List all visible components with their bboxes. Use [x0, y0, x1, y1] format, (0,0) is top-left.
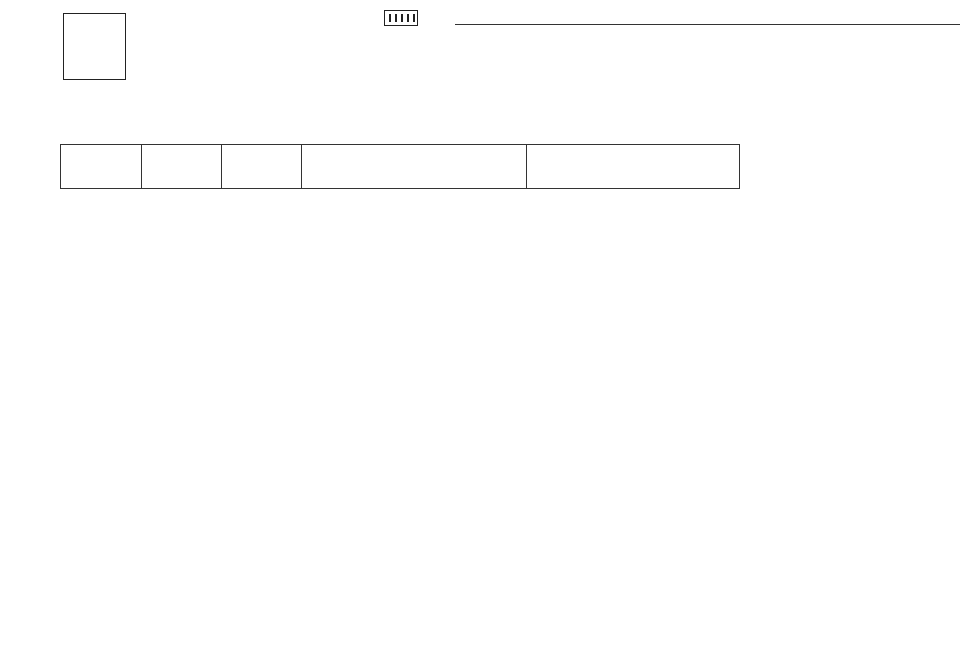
odds-cell: [61, 145, 141, 188]
race-number: [2, 13, 64, 63]
split-cell: [526, 145, 741, 188]
track-logo-icon: [384, 10, 418, 26]
result-table: [60, 144, 740, 189]
game-badge: [63, 13, 126, 80]
callout-box: [0, 140, 56, 192]
top-horse-block: [455, 10, 960, 95]
third-cell: [301, 145, 526, 188]
plats-cell: [141, 145, 221, 188]
second-cell: [221, 145, 301, 188]
